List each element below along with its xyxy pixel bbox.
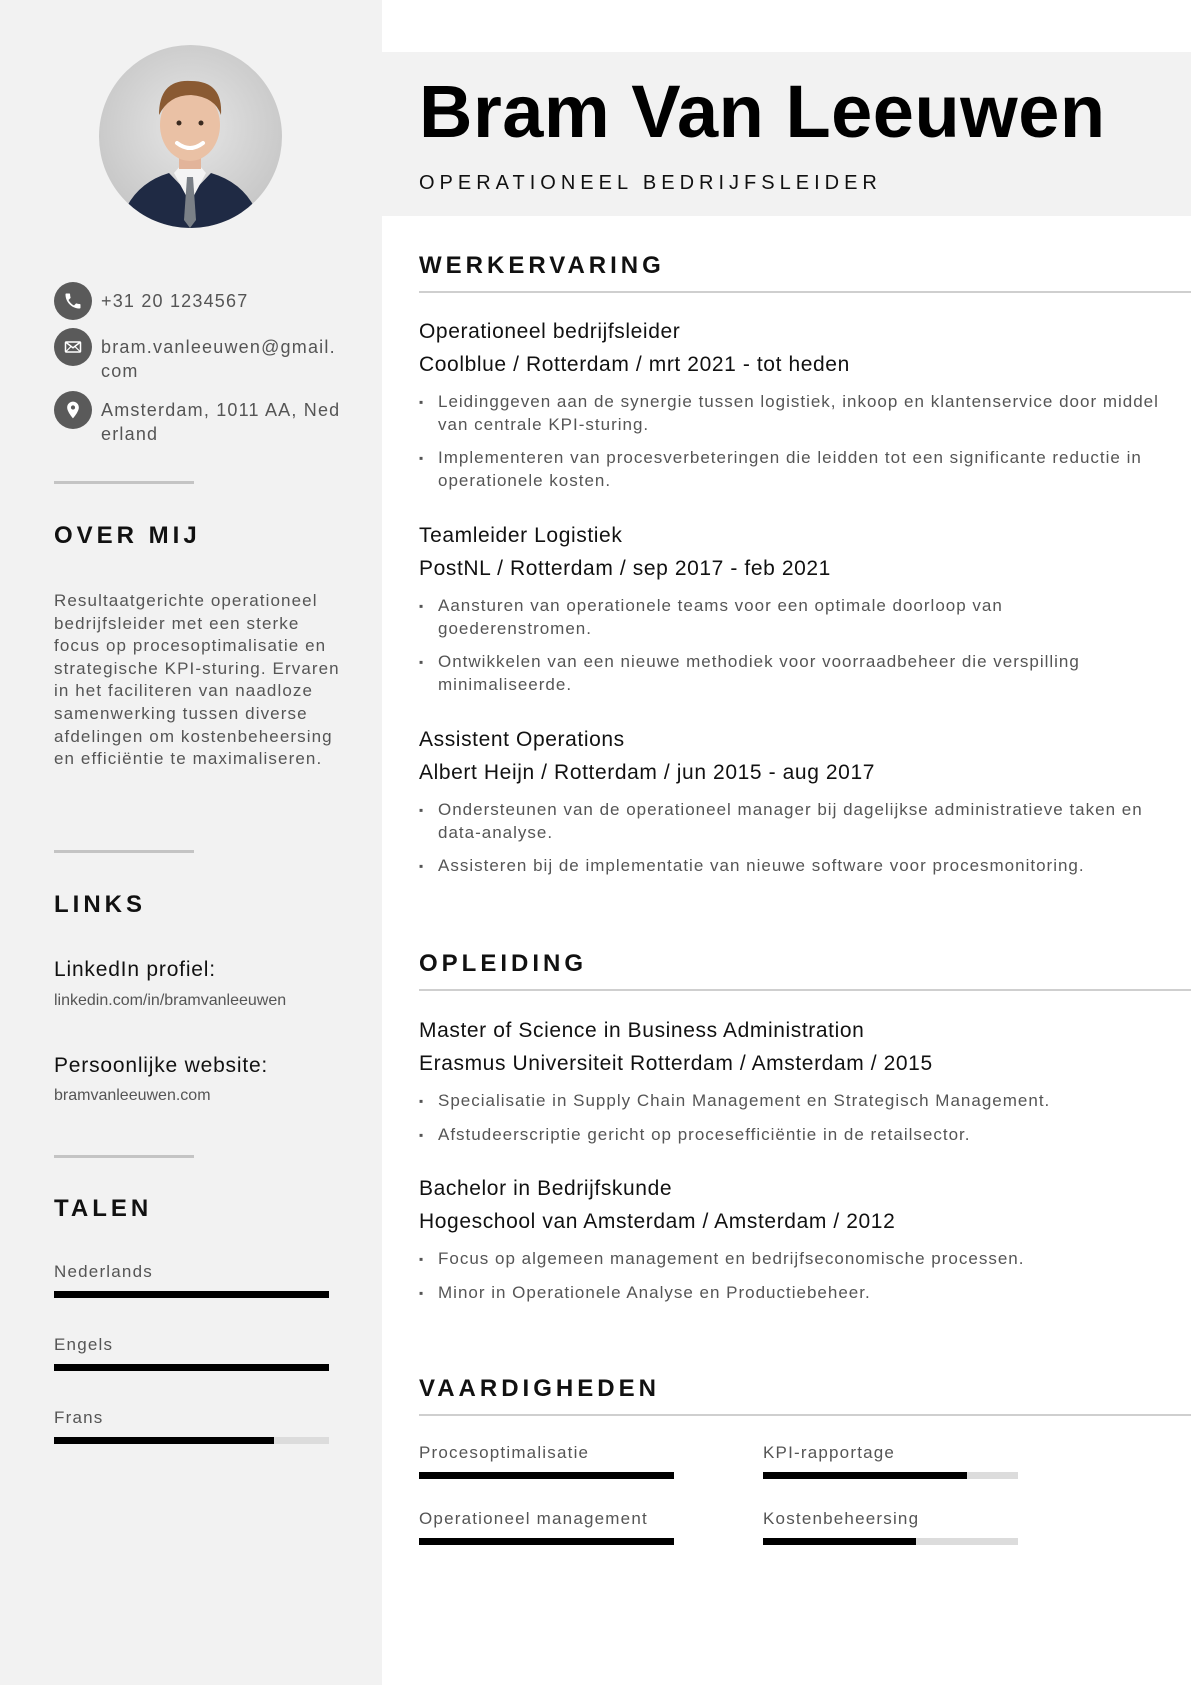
candidate-role: OPERATIONEEL BEDRIJFSLEIDER — [419, 172, 882, 194]
job-bullets — [419, 391, 1159, 492]
sidebar-divider — [54, 850, 194, 853]
address-text: Amsterdam, 1011 AA, Nederland — [101, 400, 341, 444]
linkedin-label: LinkedIn profiel: — [54, 958, 216, 981]
job-subtitle: Albert Heijn / Rotterdam / jun 2015 - aug 2017 — [419, 761, 876, 784]
links-heading: LINKS — [54, 891, 146, 918]
contact-email — [54, 328, 344, 383]
website-link[interactable]: bramvanleeuwen.com — [54, 1087, 211, 1104]
language-name: Engels — [54, 1335, 114, 1354]
skill-item — [763, 1509, 1018, 1545]
phone-number: +31 20 1234567 — [101, 291, 249, 311]
contact-address — [54, 391, 344, 446]
website-label: Persoonlijke website: — [54, 1054, 269, 1077]
job-title: Assistent Operations — [419, 728, 625, 751]
job-title: Operationeel bedrijfsleider — [419, 320, 681, 343]
section-rule — [419, 989, 1191, 991]
education-entry — [419, 1017, 1159, 1157]
bullet-item: ▪ Aansturen van operationele teams voor een optimale doorloop van goederenstromen. — [419, 595, 1159, 640]
location-pin-icon — [54, 391, 92, 429]
bullet-item: ▪ Ontwikkelen van een nieuwe methodiek voor voorraadbeheer die verspilling minimaliseerde. — [419, 651, 1159, 696]
about-text: Resultaatgerichte operationeel bedrijfsleider met een sterke focus op procesoptimalisatie en strategische KPI-sturing. Ervaren in het faciliteren van naadloze samenwerking tussen diverse afdelingen om kostenbeheersing en efficiëntie te maximaliseren. — [54, 591, 340, 769]
skill-level-bar — [419, 1538, 674, 1545]
job-subtitle: PostNL / Rotterdam / sep 2017 - feb 2021 — [419, 557, 831, 580]
bullet-item: ▪ Focus op algemeen management en bedrijfseconomische processen. — [419, 1248, 1159, 1271]
degree-title: Bachelor in Bedrijfskunde — [419, 1177, 673, 1200]
profile-photo — [99, 45, 282, 228]
degree-bullets — [419, 1248, 1159, 1304]
skill-level-fill — [419, 1472, 674, 1479]
language-level-fill — [54, 1364, 329, 1371]
language-level-bar — [54, 1364, 329, 1371]
skill-level-fill — [419, 1538, 674, 1545]
section-rule — [419, 1414, 1191, 1416]
language-level-bar — [54, 1437, 329, 1444]
sidebar — [0, 0, 382, 1685]
skill-level-bar — [763, 1538, 1018, 1545]
bullet-item: ▪ Specialisatie in Supply Chain Management en Strategisch Management. — [419, 1090, 1159, 1113]
sidebar-divider — [54, 481, 194, 484]
experience-entry — [419, 726, 1159, 889]
skill-item — [419, 1443, 674, 1479]
skill-name: Procesoptimalisatie — [419, 1443, 590, 1462]
linkedin-link[interactable]: linkedin.com/in/bramvanleeuwen — [54, 992, 287, 1009]
bullet-item: ▪ Afstudeerscriptie gericht op procesefficiëntie in de retailsector. — [419, 1124, 1159, 1147]
language-level-fill — [54, 1291, 329, 1298]
degree-bullets — [419, 1090, 1159, 1146]
skill-level-bar — [763, 1472, 1018, 1479]
language-level-fill — [54, 1437, 274, 1444]
email-address[interactable]: bram.vanleeuwen@gmail.com — [101, 337, 336, 381]
bullet-item: ▪ Assisteren bij de implementatie van nieuwe software voor procesmonitoring. — [419, 855, 1159, 878]
portrait-illustration — [99, 45, 282, 228]
degree-subtitle: Erasmus Universiteit Rotterdam / Amsterdam / 2015 — [419, 1052, 933, 1075]
about-heading: OVER MIJ — [54, 522, 201, 549]
skill-level-fill — [763, 1472, 967, 1479]
contact-phone — [54, 282, 344, 320]
bullet-item: ▪ Leidinggeven aan de synergie tussen logistiek, inkoop en klantenservice door middel van centrale KPI-sturing. — [419, 391, 1159, 436]
job-subtitle: Coolblue / Rotterdam / mrt 2021 - tot heden — [419, 353, 850, 376]
experience-entry — [419, 318, 1159, 503]
language-level-bar — [54, 1291, 329, 1298]
bullet-item: ▪ Ondersteunen van de operationeel manager bij dagelijkse administratieve taken en data-analyse. — [419, 799, 1159, 844]
education-heading: OPLEIDING — [419, 950, 588, 977]
bullet-item: ▪ Implementeren van procesverbeteringen die leidden tot een significante reductie in operationele kosten. — [419, 447, 1159, 492]
degree-title: Master of Science in Business Administration — [419, 1019, 865, 1042]
bullet-item: ▪ Minor in Operationele Analyse en Productiebeheer. — [419, 1282, 1159, 1305]
skill-name: Operationeel management — [419, 1509, 648, 1528]
language-item — [54, 1335, 329, 1371]
job-bullets — [419, 799, 1159, 878]
language-item — [54, 1408, 329, 1444]
candidate-name: Bram Van Leeuwen — [419, 70, 1106, 153]
skills-heading: VAARDIGHEDEN — [419, 1375, 660, 1402]
education-entry — [419, 1175, 1159, 1315]
language-name: Nederlands — [54, 1262, 153, 1281]
experience-heading: WERKERVARING — [419, 252, 665, 279]
section-rule — [419, 291, 1191, 293]
languages-heading: TALEN — [54, 1195, 153, 1222]
skill-item — [763, 1443, 1018, 1479]
language-item — [54, 1262, 329, 1298]
experience-entry — [419, 522, 1159, 707]
language-name: Frans — [54, 1408, 104, 1427]
skill-item — [419, 1509, 674, 1545]
job-bullets — [419, 595, 1159, 696]
phone-icon — [54, 282, 92, 320]
skill-name: KPI-rapportage — [763, 1443, 896, 1462]
job-title: Teamleider Logistiek — [419, 524, 623, 547]
envelope-icon — [54, 328, 92, 366]
skill-level-fill — [763, 1538, 916, 1545]
degree-subtitle: Hogeschool van Amsterdam / Amsterdam / 2012 — [419, 1210, 896, 1233]
sidebar-divider — [54, 1155, 194, 1158]
skill-level-bar — [419, 1472, 674, 1479]
skill-name: Kostenbeheersing — [763, 1509, 920, 1528]
